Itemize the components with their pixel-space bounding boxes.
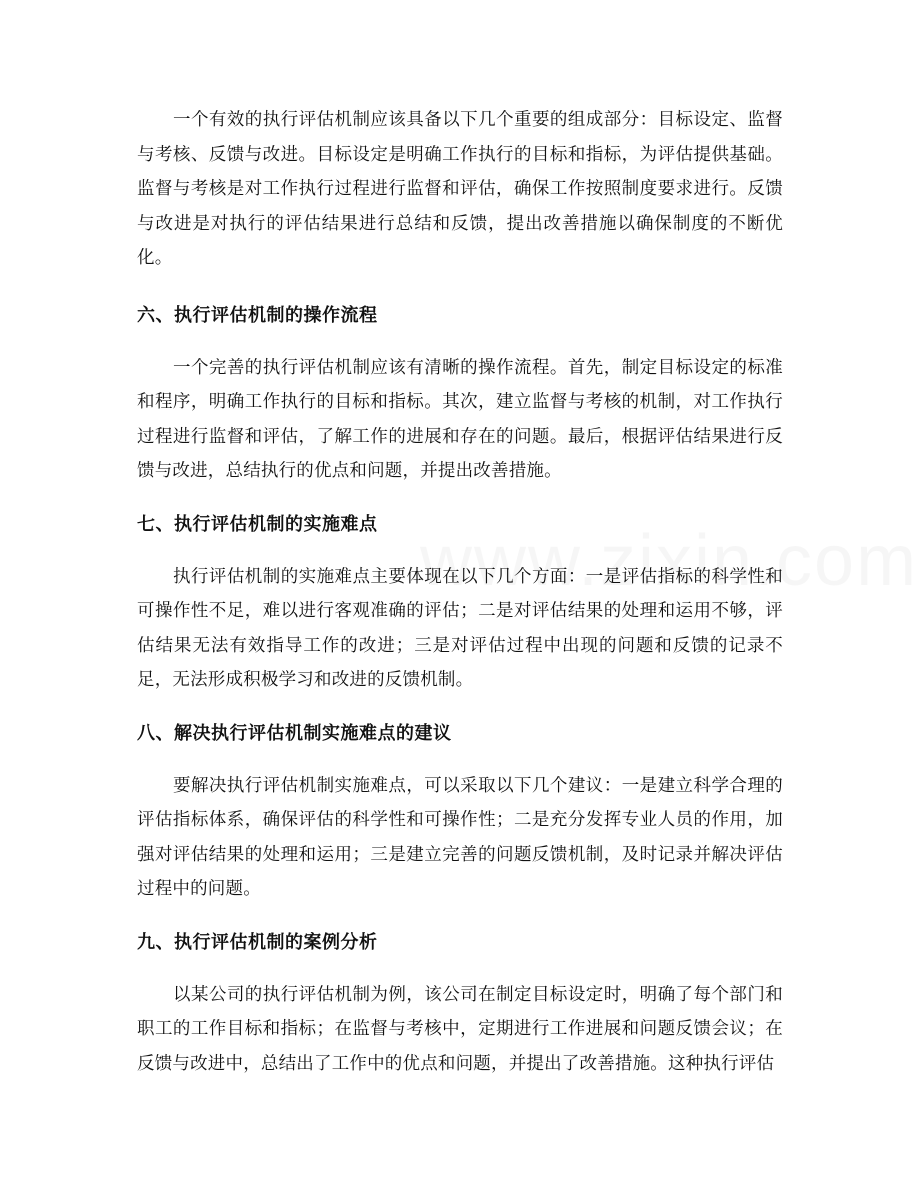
paragraph-section-9: 以某公司的执行评估机制为例，该公司在制定目标设定时，明确了每个部门和职工的工作目标和指标；在监督与考核中，定期进行工作进展和问题反馈会议；在反馈与改进中，总结出了工作中的优点和问题，并提出了改善措施。这种执行评估 (137, 984, 783, 1074)
paragraph-section-6: 一个完善的执行评估机制应该有清晰的操作流程。首先，制定目标设定的标准和程序，明确工作执行的目标和指标。其次，建立监督与考核的机制，对工作执行过程进行监督和评估，了解工作的进展和存在的问题。最后，根据评估结果进行反馈与改进，总结执行的优点和问题，并提出改善措施。 (137, 357, 783, 481)
section-heading-9: 九、执行评估机制的案例分析 (137, 931, 378, 953)
paragraph-section-8: 要解决执行评估机制实施难点，可以采取以下几个建议：一是建立科学合理的评估指标体系，确保评估的科学性和可操作性；二是充分发挥专业人员的作用，加强对评估结果的处理和运用；三是建立完善的问题反馈机制，及时记录并解决评估过程中的问题。 (137, 775, 783, 899)
section-heading-6: 六、执行评估机制的操作流程 (137, 304, 378, 326)
section-heading-8: 八、解决执行评估机制实施难点的建议 (137, 722, 452, 744)
paragraph-section-7: 执行评估机制的实施难点主要体现在以下几个方面：一是评估指标的科学性和可操作性不足，难以进行客观准确的评估；二是对评估结果的处理和运用不够，评估结果无法有效指导工作的改进；三是对评估过程中出现的问题和反馈的记录不足，无法形成积极学习和改进的反馈机制。 (137, 566, 783, 690)
section-heading-7: 七、执行评估机制的实施难点 (137, 513, 378, 535)
document-body (137, 103, 783, 1081)
paragraph-intro: 一个有效的执行评估机制应该具备以下几个重要的组成部分：目标设定、监督与考核、反馈与改进。目标设定是明确工作执行的目标和指标，为评估提供基础。监督与考核是对工作执行过程进行监督和评估，确保工作按照制度要求进行。反馈与改进是对执行的评估结果进行总结和反馈，提出改善措施以确保制度的不断优化。 (137, 110, 783, 268)
